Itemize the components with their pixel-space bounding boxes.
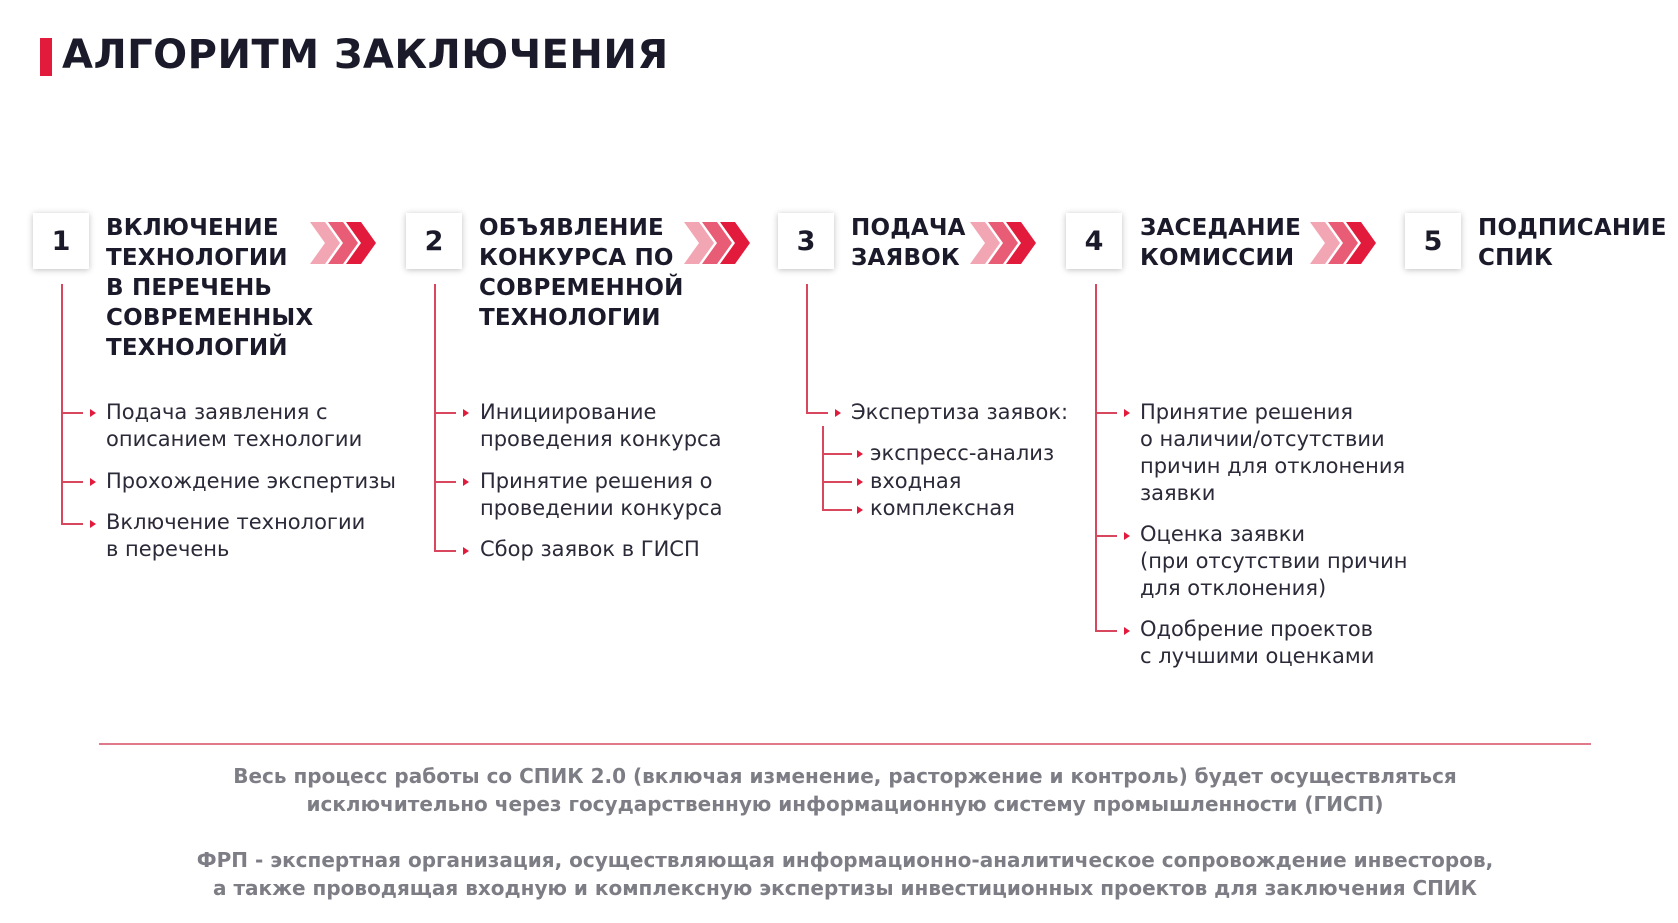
list-subitem: входная xyxy=(870,469,962,493)
step-2-number: 2 xyxy=(406,213,462,269)
connector-branch xyxy=(61,412,83,414)
list-item: Оценка заявки (при отсутствии причин для отклонения) xyxy=(1140,522,1408,600)
list-item: Инициирование проведения конкурса xyxy=(480,400,722,451)
connector-line xyxy=(61,284,63,524)
chevron-arrow-icon xyxy=(970,222,1040,264)
connector-line xyxy=(1095,284,1097,631)
step-4-title: ЗАСЕДАНИЕ КОМИССИИ xyxy=(1140,215,1302,271)
chevron-arrow-icon xyxy=(1310,222,1380,264)
bullet-arrow-icon xyxy=(1124,627,1130,635)
step-3-number: 3 xyxy=(778,213,834,269)
bullet-arrow-icon xyxy=(1124,532,1130,540)
list-subitem: комплексная xyxy=(870,496,1015,520)
connector-branch xyxy=(1095,412,1117,414)
step-1-title: ВКЛЮЧЕНИЕ ТЕХНОЛОГИИ В ПЕРЕЧЕНЬ СОВРЕМЕННЫХ ТЕХНОЛОГИЙ xyxy=(106,215,314,361)
bullet-arrow-icon xyxy=(90,520,96,528)
connector-branch xyxy=(822,481,852,483)
list-subitem: экспресс-анализ xyxy=(870,441,1055,465)
connector-branch xyxy=(434,412,456,414)
list-item: Принятие решения о наличии/отсутствии причин для отклонения заявки xyxy=(1140,400,1406,505)
bullet-arrow-icon xyxy=(463,547,469,555)
connector-branch xyxy=(822,509,852,511)
title-accent-bar xyxy=(40,38,52,76)
bullet-arrow-icon xyxy=(857,478,863,486)
bullet-arrow-icon xyxy=(463,409,469,417)
connector-branch xyxy=(434,481,456,483)
list-item: Сбор заявок в ГИСП xyxy=(480,537,700,561)
step-5-title: ПОДПИСАНИЕ СПИК xyxy=(1478,215,1667,271)
chevron-arrow-icon xyxy=(684,222,754,264)
bullet-arrow-icon xyxy=(1124,409,1130,417)
footer-note-gisp: Весь процесс работы со СПИК 2.0 (включая изменение, расторжение и контроль) будет осуществляться исключительно через государственную информационную систему промышленности (ГИСП) xyxy=(233,764,1457,816)
bullet-arrow-icon xyxy=(857,450,863,458)
connector-line xyxy=(434,284,436,551)
step-3-title: ПОДАЧА ЗАЯВОК xyxy=(851,215,966,271)
step-2-title: ОБЪЯВЛЕНИЕ КОНКУРСА ПО СОВРЕМЕННОЙ ТЕХНОЛОГИИ xyxy=(479,215,684,331)
connector-line xyxy=(822,426,824,511)
connector-branch xyxy=(822,453,852,455)
step-5-number: 5 xyxy=(1405,213,1461,269)
step-4-number: 4 xyxy=(1066,213,1122,269)
connector-line xyxy=(806,284,808,413)
bullet-arrow-icon xyxy=(835,409,841,417)
bullet-arrow-icon xyxy=(90,409,96,417)
list-item: Принятие решения о проведении конкурса xyxy=(480,469,723,520)
connector-branch xyxy=(434,550,456,552)
bullet-arrow-icon xyxy=(857,506,863,514)
section-divider xyxy=(99,743,1591,745)
chevron-arrow-icon xyxy=(310,222,380,264)
list-item: Одобрение проектов с лучшими оценками xyxy=(1140,617,1375,668)
connector-branch xyxy=(1095,630,1117,632)
connector-branch xyxy=(61,481,83,483)
connector-branch xyxy=(806,412,828,414)
connector-branch xyxy=(61,523,83,525)
list-item: Экспертиза заявок: xyxy=(851,400,1069,424)
connector-branch xyxy=(1095,535,1117,537)
bullet-arrow-icon xyxy=(463,478,469,486)
page-title: АЛГОРИТМ ЗАКЛЮЧЕНИЯ xyxy=(62,32,669,78)
list-item: Включение технологии в перечень xyxy=(106,510,366,561)
footer-note-frp: ФРП - экспертная организация, осуществляющая информационно-аналитическое сопровождение инвесторов, а также проводящая входную и комплексную экспертизы инвестиционных проектов для заключения СПИК xyxy=(196,848,1494,900)
step-1-number: 1 xyxy=(33,213,89,269)
list-item: Подача заявления с описанием технологии xyxy=(106,400,363,451)
list-item: Прохождение экспертизы xyxy=(106,469,396,493)
bullet-arrow-icon xyxy=(90,478,96,486)
